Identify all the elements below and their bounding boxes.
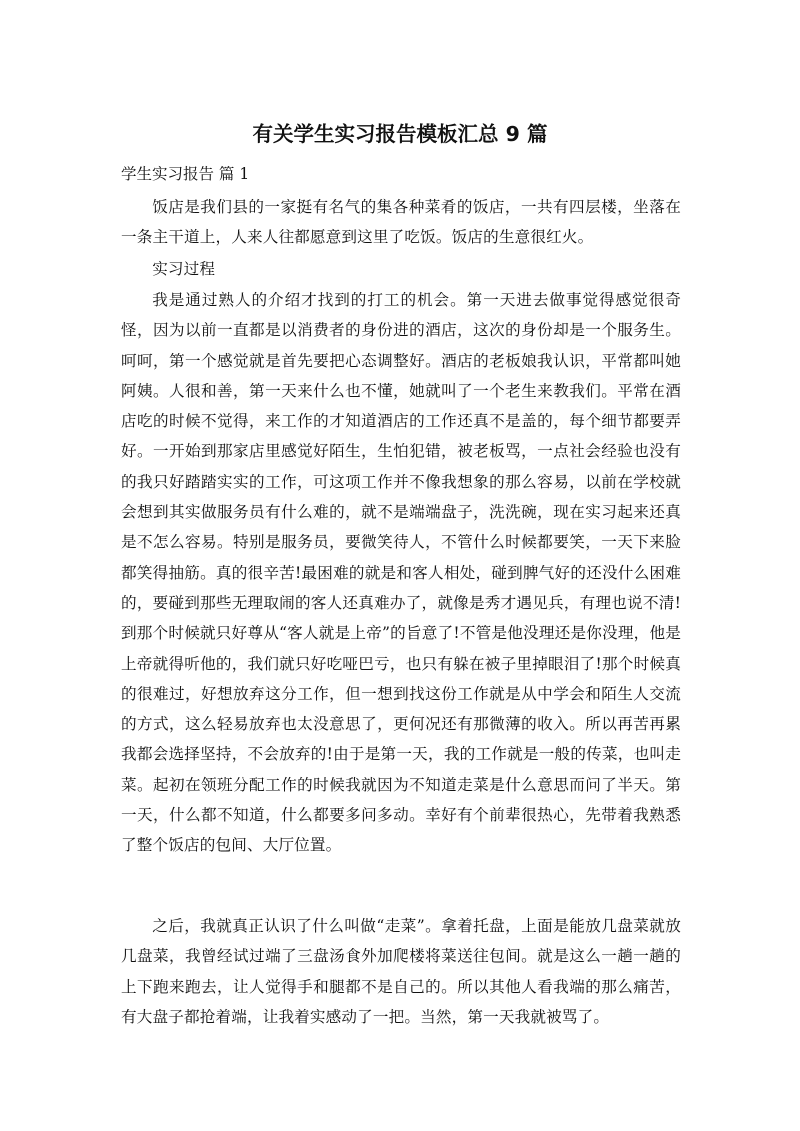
paragraph: 饭店是我们县的一家挺有名气的集各种菜肴的饭店，一共有四层楼，坐落在一条主干道上，人来人往都愿意到这里了吃饭。饭店的生意很红火。: [121, 198, 681, 247]
paragraph: 我是通过熟人的介绍才找到的打工的机会。第一天进去做事觉得感觉很奇怪，因为以前一直都是以消费者的身份进的酒店，这次的身份却是一个服务生。呵呵，第一个感觉就是首先要把心态调整好。酒店的老板娘我认识，平常都叫她阿姨。人很和善，第一天来什么也不懂，她就叫了一个老生来教我们。平常在酒店吃的时候不觉得，来工作的才知道酒店的工作还真不是盖的，每个细节都要弄好。一开始到那家店里感觉好陌生，生怕犯错，被老板骂，一点社会经验也没有的我只好踏踏实实的工作，可这项工作并不像我想象的那么容易，以前在学校就会想到其实做服务员有什么难的，就不是端端盘子，洗洗碗，现在实习起来还真是不怎么容易。特别是服务员，要微笑待人，不管什么时候都要笑，一天下来脸都笑得抽筋。真的很辛苦!最困难的就是和客人相处，碰到脾气好的还没什么困难的，要碰到那些无理取闹的客人还真难办了，就像是秀才遇见兵，有理也说不清!到那个时候就只好尊从“客人就是上帝”的旨意了!不管是他没理还是你没理，他是上帝就得听他的，我们就只好吃哑巴亏，也只有躲在被子里掉眼泪了!那个时候真的很难过，好想放弃这分工作，但一想到找这份工作就是从中学会和陌生人交流的方式，这么轻易放弃也太没意思了，更何况还有那微薄的收入。所以再苦再累我都会选择坚持，不会放弃的!由于是第一天，我的工作就是一般的传菜，也叫走菜。起初在领班分配工作的时候我就因为不知道走菜是什么意思而问了半天。第一天，什么都不知道，什么都要多问多动。幸好有个前辈很热心，先带着我熟悉了整个饭店的包间、大厅位置。: [121, 291, 681, 855]
section-heading: 实习过程: [152, 260, 216, 278]
document-title: 有关学生实习报告模板汇总 9 篇: [252, 122, 548, 146]
section-label: 学生实习报告 篇 1: [121, 165, 250, 183]
paragraph: 之后，我就真正认识了什么叫做“走菜”。拿着托盘，上面是能放几盘菜就放几盘菜，我曾经试过端了三盘汤食外加爬楼将菜送往包间。就是这么一趟一趟的上下跑来跑去，让人觉得手和腿都不是自己的。所以其他人看我端的那么痛苦，有大盘子都抢着端，让我着实感动了一把。当然，第一天我就被骂了。: [121, 917, 681, 1026]
